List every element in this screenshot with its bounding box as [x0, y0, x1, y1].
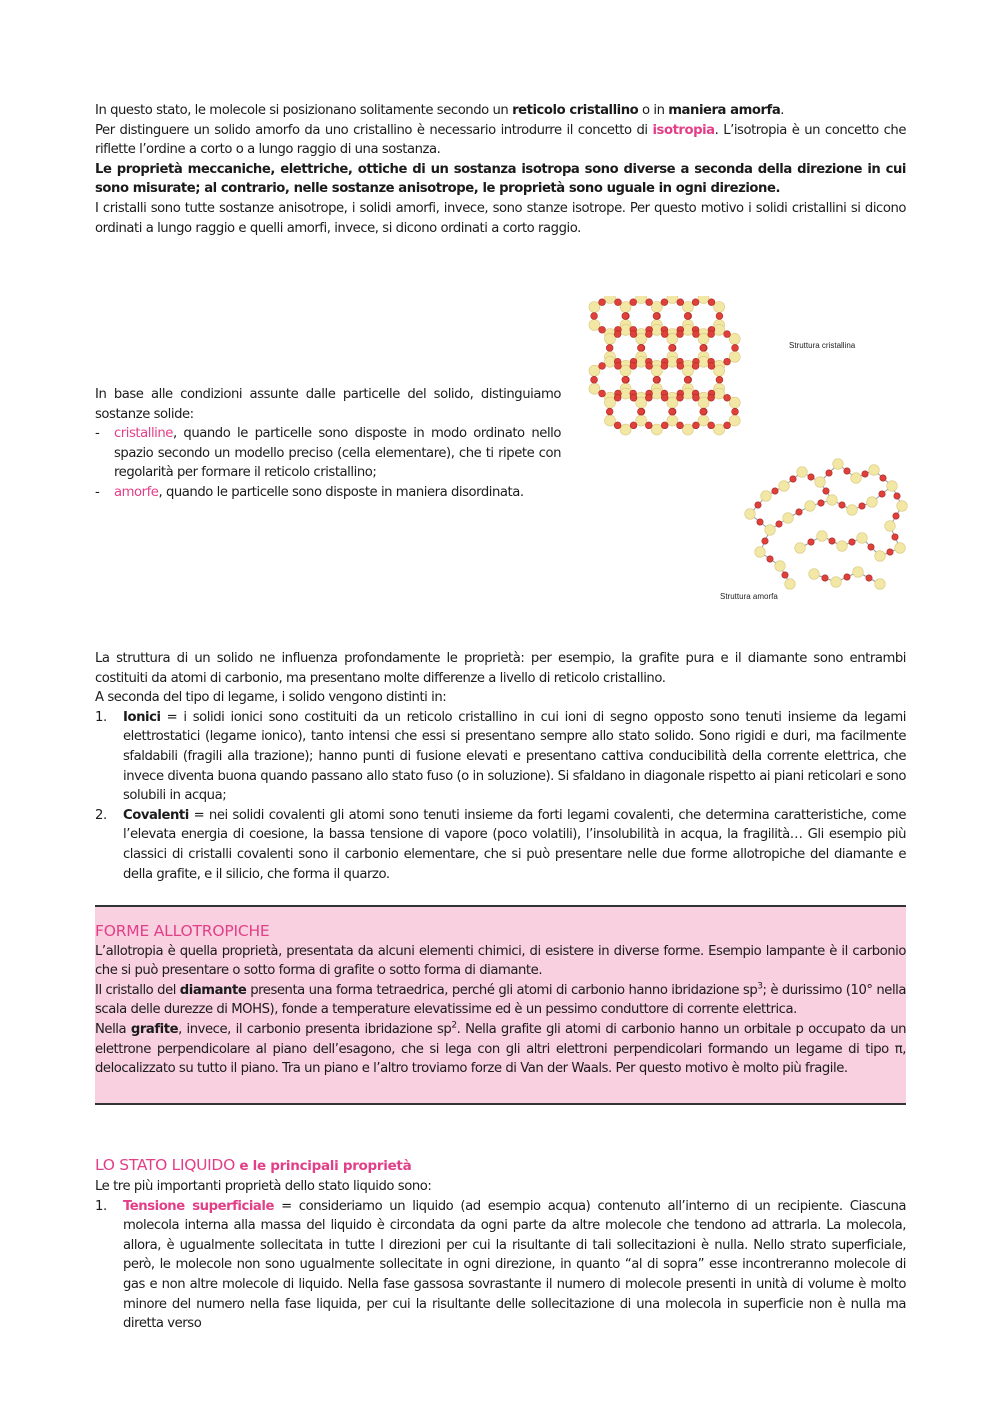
red-atom — [866, 575, 872, 581]
red-atom — [622, 313, 629, 320]
yellow-atom — [745, 509, 756, 520]
red-atom — [887, 549, 893, 555]
yellow-atom — [847, 505, 858, 516]
term-covalenti: Covalenti — [123, 807, 189, 823]
allotropes-p2: Il cristallo del diamante presenta una forma tetraedrica, perché gli atomi di carbonio hanno ibridazione $sp^3$; è durissimo (10° nella scala delle durezze di MOHS), fonde a temperature elevatissime ed è un pessimo conduttore di corrente elettrica. — [95, 981, 907, 1018]
yellow-atom — [785, 579, 796, 590]
yellow-atom — [682, 365, 693, 376]
yellow-atom — [605, 296, 616, 304]
yellow-atom — [729, 351, 740, 362]
red-atom — [808, 539, 814, 545]
red-atom — [606, 344, 613, 351]
red-atom — [692, 394, 699, 401]
red-atom — [708, 394, 715, 401]
allotropes-title: FORME ALLOTROPICHE — [95, 922, 270, 940]
yellow-atom — [589, 365, 600, 376]
term-cristalline: cristalline — [114, 426, 173, 442]
red-atom — [669, 408, 676, 415]
red-atom — [677, 299, 684, 306]
term-tensione-superficiale: Tensione superficiale — [123, 1198, 274, 1214]
yellow-atom — [837, 541, 848, 552]
red-atom — [591, 313, 598, 320]
red-atom — [645, 394, 652, 401]
red-atom — [724, 331, 731, 338]
yellow-atom — [887, 481, 898, 492]
red-atom — [653, 376, 660, 383]
yellow-atom — [651, 424, 662, 435]
red-atom — [677, 363, 684, 370]
yellow-atom — [604, 333, 615, 344]
red-atom — [790, 476, 796, 482]
yellow-atom — [817, 531, 828, 542]
red-atom — [606, 408, 613, 415]
yellow-atom — [667, 415, 678, 426]
yellow-atom — [831, 577, 842, 588]
crystal-caption: Struttura cristallina — [789, 341, 856, 350]
red-atom — [677, 422, 684, 429]
red-atom — [677, 331, 684, 338]
structure-p2: A seconda del tipo di legame, i solido vengono distinti in: — [95, 690, 447, 706]
red-atom — [599, 390, 606, 397]
red-atom — [692, 299, 699, 306]
red-atom — [808, 474, 814, 480]
list-item-ionici: 1. Ionici = i solidi ionici sono costituiti da un reticolo cristallino in cui ioni di segno opposto sono tenuti insieme da legami elettrostatici (legame ionico), tanto intensi che essi si presentano sempre allo stato solido. Sono rigidi e duri, ma facilmente sfaldabili (fragili alla trazione); hanno punti di fusione elevati e presentano cattiva conducibilità della corrente elettrica, che invece diventa buona quando passano allo stato fuso (o in soluzione). Si sfaldano in diagonale rispetto ai piani reticolari e sono solubili in acqua; — [95, 709, 906, 804]
red-atom — [829, 538, 835, 544]
yellow-atom — [604, 415, 615, 426]
red-atom — [767, 556, 773, 562]
red-atom — [630, 299, 637, 306]
red-atom — [646, 299, 653, 306]
red-atom — [630, 331, 637, 338]
term-ionici: Ionici — [123, 709, 161, 725]
red-atom — [700, 408, 707, 415]
yellow-atom — [651, 302, 662, 313]
red-atom — [724, 422, 731, 429]
red-atom — [637, 344, 644, 351]
red-atom — [782, 572, 788, 578]
red-atom — [724, 358, 731, 365]
yellow-atom — [651, 365, 662, 376]
red-atom — [684, 313, 691, 320]
yellow-atom — [667, 356, 678, 367]
yellow-atom — [636, 415, 647, 426]
intro-bold-statement: Le proprietà meccaniche, elettriche, ottiche di un sostanza isotropa sono diverse a seconda della direzione in cui sono misurate; al contrario, nelle sostanze anisotrope, le proprietà sono uguale in ogni direzione. — [95, 161, 906, 197]
yellow-atom — [605, 356, 616, 367]
yellow-atom — [651, 324, 662, 335]
term-reticolo-cristallino: reticolo cristallino — [512, 103, 639, 118]
red-atom — [724, 394, 731, 401]
red-atom — [669, 344, 676, 351]
red-atom — [661, 394, 668, 401]
yellow-atom — [714, 324, 725, 335]
yellow-atom — [620, 388, 631, 399]
yellow-atom — [897, 501, 908, 512]
yellow-atom — [636, 356, 647, 367]
red-atom — [839, 502, 845, 508]
yellow-atom — [805, 501, 816, 512]
yellow-atom — [795, 543, 806, 554]
red-atom — [630, 394, 637, 401]
yellow-atom — [589, 320, 600, 331]
liquid-section — [95, 1177, 906, 1334]
red-atom — [661, 363, 668, 370]
red-atom — [732, 408, 739, 415]
intro-line-4: I cristalli sono tutte sostanze anisotrope, i solidi amorfi, invece, sono stanze isotrope. Per questo motivo i solidi cristallini si dicono ordinati a lungo raggio e quelli amorfi, invece, si dicono ordinati a corto raggio. — [95, 200, 906, 236]
crystal-structure-figure — [588, 296, 778, 442]
yellow-atom — [729, 333, 740, 344]
red-atom — [684, 376, 691, 383]
red-atom — [599, 326, 606, 333]
red-atom — [614, 394, 621, 401]
yellow-atom — [620, 365, 631, 376]
amorphous-structure-figure — [740, 456, 912, 594]
list-item-covalenti: 2. Covalenti = nei solidi covalenti gli atomi sono tenuti insieme da forti legami covalenti, che determina caratteristiche, come l’elevata energia di coesione, la bassa tensione di vapore (poco volatili), l’insolubilità in acqua, la fragilità… Gli esempio più classici di cristalli covalenti sono il carbonio elementare, che si può presentare nelle due forme allotropiche del diamante e della grafite, e il silicio, che forma il quarzo. — [95, 807, 906, 882]
yellow-atom — [698, 296, 709, 304]
red-atom — [716, 313, 723, 320]
liquid-heading: LO STATO LIQUIDO e le principali proprietà — [95, 1156, 412, 1174]
yellow-atom — [682, 302, 693, 313]
red-atom — [646, 363, 653, 370]
yellow-atom — [827, 495, 838, 506]
yellow-atom — [682, 324, 693, 335]
term-diamante: diamante — [179, 982, 247, 998]
red-atom — [708, 299, 715, 306]
yellow-atom — [589, 302, 600, 313]
solids-section — [95, 385, 561, 503]
yellow-atom — [667, 397, 678, 408]
red-atom — [892, 534, 898, 540]
red-atom — [645, 422, 652, 429]
yellow-atom — [885, 521, 896, 532]
red-atom — [645, 331, 652, 338]
red-atom — [826, 470, 832, 476]
yellow-atom — [765, 525, 776, 536]
red-atom — [844, 574, 850, 580]
red-atom — [614, 331, 621, 338]
liquid-intro: Le tre più importanti proprietà dello stato liquido sono: — [95, 1179, 432, 1194]
red-atom — [776, 521, 782, 527]
yellow-atom — [875, 579, 886, 590]
yellow-atom — [869, 465, 880, 476]
intro-line-2: Per distinguere un solido amorfo da uno cristallino è necessario introdurre il concetto di isotropia. L’isotropia è un concetto che riflette l’ordine a corto o a lungo raggio di una sostanza. — [95, 122, 906, 158]
red-atom — [591, 376, 598, 383]
yellow-atom — [620, 424, 631, 435]
red-atom — [862, 471, 868, 477]
red-atom — [762, 538, 768, 544]
red-atom — [755, 502, 761, 508]
red-atom — [844, 468, 850, 474]
red-atom — [708, 363, 715, 370]
yellow-atom — [698, 356, 709, 367]
red-atom — [757, 519, 763, 525]
red-atom — [615, 299, 622, 306]
red-atom — [859, 503, 865, 509]
red-atom — [692, 422, 699, 429]
red-atom — [599, 363, 606, 370]
red-atom — [893, 513, 899, 519]
yellow-atom — [620, 302, 631, 313]
red-atom — [849, 539, 855, 545]
yellow-atom — [682, 388, 693, 399]
yellow-atom — [729, 397, 740, 408]
term-isotropia: isotropia — [652, 122, 715, 138]
yellow-atom — [698, 415, 709, 426]
red-atom — [692, 331, 699, 338]
yellow-atom — [698, 333, 709, 344]
red-atom — [818, 500, 824, 506]
yellow-atom — [636, 397, 647, 408]
structure-section — [95, 649, 906, 884]
yellow-atom — [667, 333, 678, 344]
red-atom — [637, 408, 644, 415]
yellow-atom — [833, 459, 844, 470]
red-atom — [630, 363, 637, 370]
red-atom — [653, 313, 660, 320]
red-atom — [661, 422, 668, 429]
red-atom — [630, 422, 637, 429]
list-item-tensione-superficiale: 1. Tensione superficiale = consideriamo un liquido (ad esempio acqua) contenuto all’interno di un recipiente. Ciascuna molecola interna alla massa del liquido è circondata da ogni parte da altre molecole che tendono ad attrarla. La molecola, allora, è ugualmente sollecitata in tutte l direzioni per cui la risultante di tali sollecitazioni è nulla. Nello strato superficiale, però, le molecole non sono ugualmente sollecitate in ogni direzione, in quanto “al di sopra” esse incontreranno molecole di gas e non altre molecole di liquido. Nella fase gassosa sovrastante il numero di molecole presenti in unità di volume è molto minore del numero nella fase liquida, per cui la risultante delle sollecitazione di una molecola in superficie non è nulla ma diretta verso — [95, 1198, 906, 1332]
yellow-atom — [755, 547, 766, 558]
yellow-atom — [714, 302, 725, 313]
yellow-atom — [729, 415, 740, 426]
yellow-atom — [853, 567, 864, 578]
yellow-atom — [636, 296, 647, 304]
amorphous-caption: Struttura amorfa — [720, 592, 778, 601]
red-atom — [732, 344, 739, 351]
yellow-atom — [620, 324, 631, 335]
list-item-cristalline: - cristalline, quando le particelle sono disposte in modo ordinato nello spazio secondo un modello preciso (cella elementare), che ti ripete con regolarità per formare il reticolo cristallino; — [95, 426, 561, 481]
red-atom — [614, 422, 621, 429]
yellow-atom — [714, 365, 725, 376]
yellow-atom — [867, 497, 878, 508]
yellow-atom — [667, 296, 678, 304]
red-atom — [661, 299, 668, 306]
yellow-atom — [589, 383, 600, 394]
yellow-atom — [714, 424, 725, 435]
red-atom — [772, 488, 778, 494]
red-atom — [894, 493, 900, 499]
term-maniera-amorfa: maniera amorfa — [668, 103, 781, 118]
red-atom — [700, 344, 707, 351]
red-atom — [599, 299, 606, 306]
red-atom — [708, 422, 715, 429]
yellow-atom — [809, 569, 820, 580]
structure-p1: La struttura di un solido ne influenza profondamente le proprietà: per esempio, la grafite pura e il diamante sono entrambi costituiti da atomi di carbonio, ma presentano molte differenze a livello di reticolo cristallino. — [95, 651, 906, 686]
red-atom — [822, 575, 828, 581]
list-item-amorfe: - amorfe, quando le particelle sono disposte in maniera disordinata. — [95, 484, 524, 500]
yellow-atom — [698, 397, 709, 408]
yellow-atom — [604, 397, 615, 408]
red-atom — [615, 363, 622, 370]
red-atom — [796, 509, 802, 515]
intro-paragraph — [95, 101, 906, 238]
red-atom — [677, 394, 684, 401]
allotropes-p1: L’allotropia è quella proprietà, presentata da alcuni elementi chimici, di esistere in diverse forme. Esempio lampante è il carbonio che si può presentare o sotto forma di grafite o sotto forma di diamante. — [95, 943, 906, 979]
yellow-atom — [783, 513, 794, 524]
red-atom — [879, 491, 885, 497]
yellow-atom — [851, 473, 862, 484]
allotropes-p3: Nella grafite, invece, il carbonio presenta ibridazione $sp^2$. Nella grafite gli atomi di carbonio hanno un orbitale p occupato da un elettrone perpendicolare al piano dell’esagono, che si lega con gli altri elettroni perpendicolari formando un legame di tipo π, delocalizzato su tutto il piano. Tra un piano e l’altro troviamo forze di Van der Waals. Per questo motivo è molto più fragile. — [95, 1020, 907, 1077]
red-atom — [622, 376, 629, 383]
yellow-atom — [775, 561, 786, 572]
solids-intro: In base alle condizioni assunte dalle particelle del solido, distinguiamo sostanze solide: — [95, 387, 561, 422]
yellow-atom — [636, 333, 647, 344]
red-atom — [716, 376, 723, 383]
yellow-atom — [797, 467, 808, 478]
yellow-atom — [779, 481, 790, 492]
yellow-atom — [761, 491, 772, 502]
term-grafite: grafite — [130, 1021, 179, 1037]
yellow-atom — [857, 533, 868, 544]
red-atom — [708, 331, 715, 338]
red-atom — [823, 488, 829, 494]
yellow-atom — [895, 543, 906, 554]
yellow-atom — [682, 424, 693, 435]
red-atom — [880, 475, 886, 481]
yellow-atom — [714, 388, 725, 399]
red-atom — [868, 544, 874, 550]
term-amorfe: amorfe — [114, 484, 159, 500]
yellow-atom — [815, 477, 826, 488]
yellow-atom — [651, 388, 662, 399]
red-atom — [692, 363, 699, 370]
red-atom — [661, 331, 668, 338]
intro-line-1: In questo stato, le molecole si posizionano solitamente secondo un reticolo cristallino o in maniera amorfa. — [95, 103, 785, 118]
allotropes-content — [95, 922, 906, 1079]
yellow-atom — [875, 551, 886, 562]
